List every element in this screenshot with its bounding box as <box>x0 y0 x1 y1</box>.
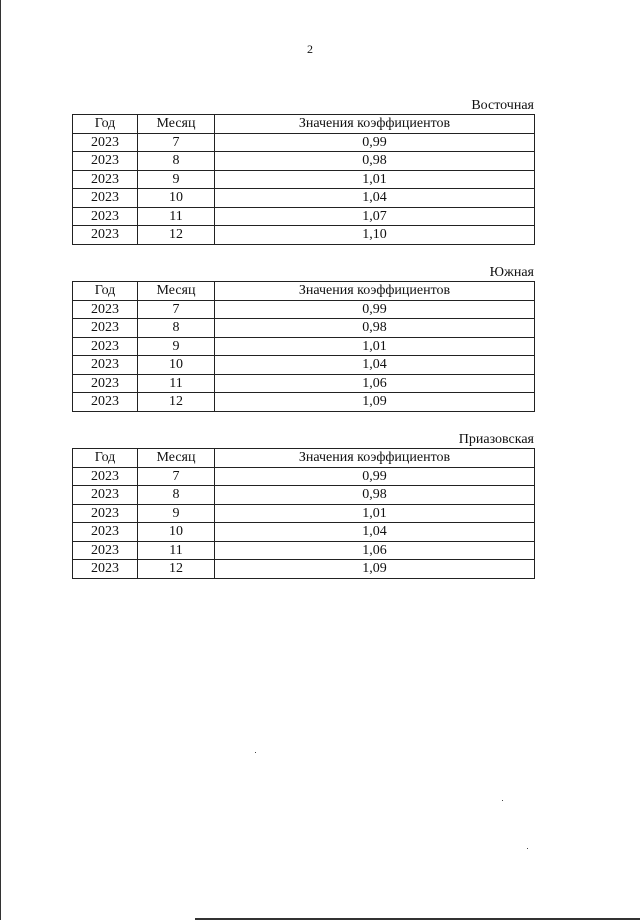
cell-month: 7 <box>138 133 215 152</box>
scan-speck <box>255 752 256 753</box>
cell-month: 11 <box>138 374 215 393</box>
cell-value: 1,10 <box>215 226 535 245</box>
cell-year: 2023 <box>73 337 138 356</box>
header-month: Месяц <box>138 449 215 468</box>
cell-month: 11 <box>138 207 215 226</box>
cell-month: 8 <box>138 319 215 338</box>
region-block-priazovskaya <box>72 431 534 579</box>
table-row <box>73 337 535 356</box>
cell-value: 0,98 <box>215 486 535 505</box>
region-title: Приазовская <box>458 432 534 447</box>
cell-year: 2023 <box>73 189 138 208</box>
cell-month: 11 <box>138 541 215 560</box>
cell-value: 1,07 <box>215 207 535 226</box>
cell-year: 2023 <box>73 356 138 375</box>
cell-value: 0,98 <box>215 319 535 338</box>
cell-month: 7 <box>138 300 215 319</box>
cell-year: 2023 <box>73 133 138 152</box>
table-row <box>73 226 535 245</box>
cell-value: 1,01 <box>215 337 535 356</box>
table-row <box>73 207 535 226</box>
table-row <box>73 189 535 208</box>
table-row <box>73 523 535 542</box>
table-row <box>73 133 535 152</box>
region-title: Восточная <box>471 98 534 113</box>
cell-month: 12 <box>138 226 215 245</box>
table-header-row <box>73 449 535 468</box>
table-row <box>73 152 535 171</box>
cell-year: 2023 <box>73 319 138 338</box>
header-year: Год <box>73 449 138 468</box>
cell-value: 1,04 <box>215 356 535 375</box>
page-number: 2 <box>307 42 313 56</box>
cell-year: 2023 <box>73 541 138 560</box>
scan-speck <box>502 800 503 801</box>
cell-year: 2023 <box>73 504 138 523</box>
table-header-row <box>73 115 535 134</box>
header-value: Значения коэффициентов <box>215 449 535 468</box>
scan-speck <box>527 848 528 849</box>
cell-year: 2023 <box>73 393 138 412</box>
cell-month: 12 <box>138 393 215 412</box>
region-title: Южная <box>489 265 534 280</box>
cell-value: 1,04 <box>215 523 535 542</box>
table-row <box>73 541 535 560</box>
coefficients-table <box>72 114 535 245</box>
cell-year: 2023 <box>73 486 138 505</box>
cell-month: 8 <box>138 486 215 505</box>
cell-month: 10 <box>138 189 215 208</box>
cell-value: 1,06 <box>215 374 535 393</box>
table-row <box>73 170 535 189</box>
header-month: Месяц <box>138 282 215 301</box>
table-row <box>73 467 535 486</box>
cell-month: 10 <box>138 523 215 542</box>
cell-month: 12 <box>138 560 215 579</box>
cell-value: 1,01 <box>215 504 535 523</box>
cell-value: 0,99 <box>215 300 535 319</box>
cell-month: 10 <box>138 356 215 375</box>
cell-year: 2023 <box>73 300 138 319</box>
cell-month: 9 <box>138 337 215 356</box>
table-row <box>73 486 535 505</box>
scan-left-edge <box>0 0 1 920</box>
table-header-row <box>73 282 535 301</box>
header-month: Месяц <box>138 115 215 134</box>
cell-value: 0,98 <box>215 152 535 171</box>
header-value: Значения коэффициентов <box>215 282 535 301</box>
coefficients-table <box>72 281 535 412</box>
cell-value: 0,99 <box>215 467 535 486</box>
cell-value: 1,09 <box>215 393 535 412</box>
table-row <box>73 560 535 579</box>
cell-value: 1,06 <box>215 541 535 560</box>
cell-value: 1,04 <box>215 189 535 208</box>
cell-year: 2023 <box>73 560 138 579</box>
table-row <box>73 356 535 375</box>
table-row <box>73 374 535 393</box>
cell-year: 2023 <box>73 523 138 542</box>
table-row <box>73 504 535 523</box>
cell-value: 0,99 <box>215 133 535 152</box>
table-row <box>73 319 535 338</box>
cell-month: 7 <box>138 467 215 486</box>
cell-year: 2023 <box>73 467 138 486</box>
cell-year: 2023 <box>73 170 138 189</box>
cell-month: 9 <box>138 170 215 189</box>
cell-year: 2023 <box>73 226 138 245</box>
table-row <box>73 300 535 319</box>
coefficients-table <box>72 448 535 579</box>
cell-year: 2023 <box>73 207 138 226</box>
header-year: Год <box>73 115 138 134</box>
region-block-yuzhnaya <box>72 264 534 412</box>
cell-year: 2023 <box>73 374 138 393</box>
cell-value: 1,01 <box>215 170 535 189</box>
header-value: Значения коэффициентов <box>215 115 535 134</box>
cell-month: 8 <box>138 152 215 171</box>
cell-value: 1,09 <box>215 560 535 579</box>
region-block-vostochnaya <box>72 97 534 245</box>
cell-year: 2023 <box>73 152 138 171</box>
cell-month: 9 <box>138 504 215 523</box>
table-row <box>73 393 535 412</box>
header-year: Год <box>73 282 138 301</box>
